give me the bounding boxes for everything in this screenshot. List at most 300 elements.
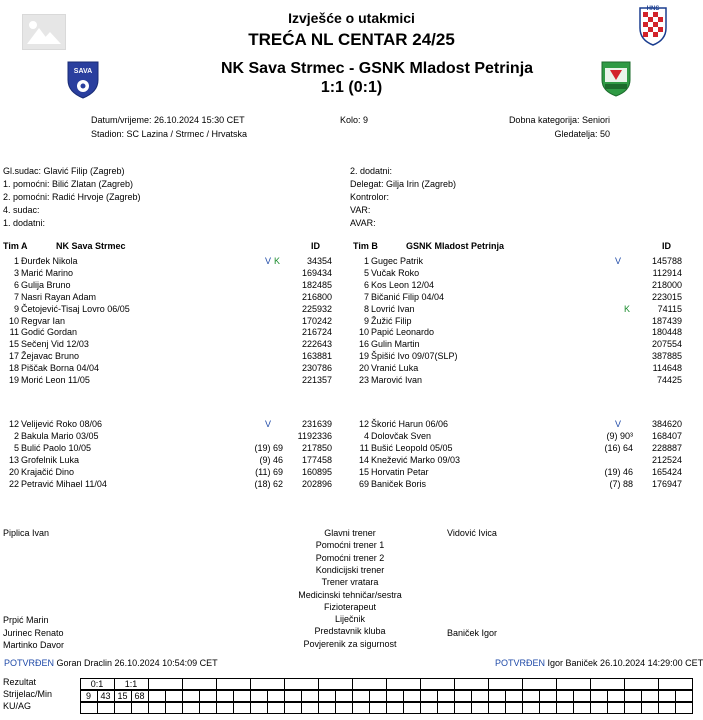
- player-row: [350, 442, 700, 454]
- player-name: Bičanić Filip 04/04: [371, 291, 445, 302]
- substitution-info: [560, 350, 633, 362]
- player-row: [350, 350, 700, 362]
- result-cell: [675, 690, 693, 702]
- substitution-info: (11) 69: [255, 466, 283, 477]
- match-score: 1:1 (0:1): [320, 79, 383, 96]
- staff-role: Pomoćni trener 1: [315, 540, 385, 551]
- ku-ag-label: KU/AG: [3, 701, 32, 711]
- score-cell: 0:1: [90, 679, 104, 689]
- player-row: [350, 418, 700, 430]
- result-cell: [369, 702, 387, 714]
- result-cell: [216, 702, 234, 714]
- player-row: [0, 279, 350, 291]
- substitution-info: [560, 418, 633, 430]
- staff-role: Predstavnik kluba: [314, 626, 386, 637]
- staff-role: Povjerenik za sigurnost: [303, 638, 397, 649]
- away-club-rep: Baniček Igor: [447, 628, 498, 638]
- result-cell: [573, 702, 591, 714]
- result-cell: [148, 678, 183, 690]
- player-name: Dolovčak Sven: [371, 430, 432, 441]
- result-cell: [267, 702, 285, 714]
- result-cell: [199, 702, 217, 714]
- player-id: 212524: [651, 454, 682, 465]
- player-number: 18: [8, 363, 19, 374]
- result-cell: [97, 702, 115, 714]
- substitution-info: [560, 291, 633, 303]
- result-cell: [216, 678, 251, 690]
- player-id: 112914: [652, 267, 682, 278]
- match-stadium: Stadion: SC Lazina / Strmec / Hrvatska: [91, 129, 248, 139]
- substitution-info: (19) 46: [604, 466, 633, 477]
- result-cell: [233, 702, 251, 714]
- result-cell: [590, 678, 625, 690]
- substitution-info: (19) 69: [254, 442, 283, 453]
- player-number: 9: [363, 315, 369, 326]
- result-cell: [318, 690, 336, 702]
- player-id: 231639: [301, 419, 332, 429]
- result-cell: [573, 690, 591, 702]
- result-cell: [624, 702, 642, 714]
- player-row: [350, 466, 700, 478]
- player-number: 8: [363, 303, 369, 314]
- result-cell: [522, 678, 557, 690]
- away-head-coach: Vidović Ivica: [447, 528, 497, 538]
- result-cell: [522, 702, 540, 714]
- player-number: 20: [358, 363, 369, 374]
- player-number: 6: [363, 279, 369, 290]
- scorer-cell: 43: [100, 691, 111, 701]
- player-number: 5: [363, 267, 369, 278]
- result-cell: [301, 690, 319, 702]
- official-line: AVAR:: [350, 218, 376, 228]
- player-number: 22: [8, 478, 19, 489]
- official-line: Kontrolor:: [350, 192, 390, 202]
- result-label: Rezultat: [3, 677, 37, 687]
- substitution-info: [560, 338, 633, 350]
- result-cell: [386, 702, 404, 714]
- result-cell: [403, 690, 421, 702]
- substitution-info: [560, 279, 633, 291]
- result-cell: [250, 702, 268, 714]
- player-id: 228887: [651, 442, 682, 453]
- player-name: Velijević Roko 08/06: [21, 419, 103, 429]
- result-cell: [539, 690, 557, 702]
- substitution-info: [560, 374, 633, 386]
- player-id: 176947: [651, 478, 682, 489]
- player-name: Morić Leon 11/05: [21, 375, 90, 385]
- player-row: [0, 430, 350, 442]
- result-cell: [556, 690, 574, 702]
- substitution-info: [210, 267, 283, 279]
- player-id: 74115: [657, 303, 682, 314]
- result-cell: [590, 690, 608, 702]
- player-name: Bušić Leopold 05/05: [371, 442, 453, 453]
- substitution-info: [560, 454, 633, 466]
- player-row: [350, 430, 700, 442]
- result-cell: [488, 678, 523, 690]
- player-name: Škorić Harun 06/06: [371, 419, 449, 429]
- player-id: 225932: [301, 303, 332, 314]
- player-number: 5: [13, 442, 19, 453]
- player-row: [0, 326, 350, 338]
- substitution-info: [560, 315, 633, 327]
- result-cell: [658, 702, 676, 714]
- substitution-info: (9) 46: [259, 454, 283, 465]
- player-id: 169434: [301, 267, 332, 278]
- result-cell: [471, 702, 489, 714]
- result-cell: [352, 690, 370, 702]
- player-number: 15: [358, 466, 369, 477]
- score-cell: 1:1: [124, 679, 138, 689]
- result-cell: [352, 678, 387, 690]
- result-cell: [148, 690, 166, 702]
- player-name: Gulin Martin: [371, 339, 420, 350]
- result-cell: [386, 678, 421, 690]
- result-cell: [522, 690, 540, 702]
- result-cell: [454, 690, 472, 702]
- player-name: Četojević-Tisaj Lovro 06/05: [21, 303, 130, 314]
- player-id: 170242: [301, 315, 332, 326]
- away-confirmation: [495, 658, 703, 668]
- match-datetime: Datum/vrijeme: 26.10.2024 15:30 CET: [91, 115, 245, 125]
- result-cell: [607, 702, 625, 714]
- match-round: Kolo: 9: [340, 115, 369, 125]
- substitution-info: [560, 255, 633, 267]
- player-number: 3: [13, 267, 19, 278]
- player-id: 221357: [301, 375, 332, 385]
- substitution-info: [210, 430, 283, 442]
- captain-mark: K: [624, 303, 631, 314]
- player-name: Petravić Mihael 11/04: [21, 478, 107, 489]
- player-row: [0, 267, 350, 279]
- player-number: 7: [363, 291, 369, 302]
- home-head-coach: Piplica Ivan: [3, 528, 50, 538]
- player-id: 222643: [301, 339, 332, 350]
- result-cell: [199, 690, 217, 702]
- player-row: [350, 454, 700, 466]
- player-name: Gugec Patrik: [371, 256, 424, 266]
- player-row: [350, 374, 700, 386]
- player-row: [0, 466, 350, 478]
- result-cell: [437, 702, 455, 714]
- player-name: Papić Leonardo: [371, 327, 435, 338]
- player-name: Vučak Roko: [371, 267, 420, 278]
- substitution-info: [210, 418, 283, 430]
- player-id: 177458: [301, 454, 332, 465]
- player-number: 1: [363, 256, 369, 266]
- official-line: 2. dodatni:: [350, 166, 393, 176]
- player-name: Marović Ivan: [371, 375, 423, 385]
- result-cell: [284, 690, 302, 702]
- result-cell: [556, 702, 574, 714]
- spectators: Gledatelja: 50: [554, 129, 610, 139]
- goalkeeper-mark: V: [615, 256, 622, 266]
- player-id: 180448: [651, 327, 682, 338]
- player-row: [350, 315, 700, 327]
- captain-mark: K: [274, 256, 281, 266]
- player-name: Krajačić Dino: [21, 466, 75, 477]
- substitution-info: [210, 255, 283, 267]
- result-cell: [590, 702, 608, 714]
- substitution-info: (16) 64: [604, 442, 633, 453]
- result-cell: [505, 690, 523, 702]
- player-number: 12: [8, 419, 19, 429]
- player-number: 12: [358, 419, 369, 429]
- player-id: 216800: [301, 291, 332, 302]
- result-cell: [556, 678, 591, 690]
- player-id: 34354: [306, 256, 332, 266]
- result-cell: [658, 678, 693, 690]
- player-row: [350, 362, 700, 374]
- result-cell: [454, 678, 489, 690]
- player-id: 387885: [651, 351, 682, 362]
- result-cell: [182, 702, 200, 714]
- staff-role: Glavni trener: [324, 528, 376, 538]
- report-title: Izvješće o utakmici: [288, 10, 415, 26]
- substitution-info: [210, 315, 283, 327]
- staff-role: Trener vratara: [321, 577, 379, 588]
- staff-role: Fizioterapeut: [323, 601, 377, 612]
- result-cell: [318, 702, 336, 714]
- result-cell: [80, 702, 98, 714]
- substitution-info: [560, 303, 633, 315]
- player-id: 384620: [651, 419, 682, 429]
- player-name: Piščak Borna 04/04: [21, 363, 100, 374]
- player-id: 187439: [651, 315, 682, 326]
- staff-role: Pomoćni trener 2: [315, 552, 385, 563]
- result-cell: [539, 702, 557, 714]
- player-number: 19: [8, 375, 19, 385]
- official-line: VAR:: [350, 205, 371, 215]
- official-line: 4. sudac:: [3, 205, 40, 215]
- player-row: [0, 478, 350, 490]
- player-row: [350, 291, 700, 303]
- result-cell: [182, 690, 200, 702]
- substitution-info: [210, 374, 283, 386]
- result-cell: [420, 678, 455, 690]
- player-id: 145788: [651, 256, 682, 266]
- substitution-info: [560, 267, 633, 279]
- goalkeeper-mark: V: [265, 419, 272, 429]
- player-row: [350, 279, 700, 291]
- official-line: 1. dodatni:: [3, 218, 46, 228]
- substitution-info: [210, 362, 283, 374]
- age-category: Dobna kategorija: Seniori: [508, 115, 610, 125]
- player-number: 69: [358, 478, 369, 489]
- player-id: 218000: [651, 279, 682, 290]
- player-id: 202896: [301, 478, 332, 489]
- result-cell: [488, 690, 506, 702]
- player-number: 9: [13, 303, 19, 314]
- player-id: 163881: [301, 351, 332, 362]
- player-name: Špišić Ivo 09/07(SLP): [371, 351, 458, 362]
- result-cell: [284, 678, 319, 690]
- team-a-id-header: ID: [311, 241, 320, 251]
- substitution-info: [210, 303, 283, 315]
- player-row: [350, 255, 700, 267]
- result-cell: [284, 702, 302, 714]
- player-row: [0, 418, 350, 430]
- staff-role: Liječnik: [334, 614, 365, 625]
- team-b-id-header: ID: [662, 241, 671, 251]
- result-cell: [641, 690, 659, 702]
- player-id: 223015: [651, 291, 682, 302]
- player-row: [0, 303, 350, 315]
- player-number: 16: [358, 339, 369, 350]
- player-name: Horvatin Petar: [371, 466, 429, 477]
- league-title: TREĆA NL CENTAR 24/25: [248, 30, 455, 49]
- player-name: Bakula Mario 03/05: [21, 430, 99, 441]
- player-id: 165424: [651, 466, 682, 477]
- result-cell: [386, 690, 404, 702]
- player-number: 10: [358, 327, 369, 338]
- home-confirm-status: POTVRĐEN: [4, 658, 55, 668]
- away-confirm-text: Igor Baniček 26.10.2024 14:29:00 CET: [547, 658, 703, 668]
- player-number: 23: [358, 375, 369, 385]
- player-number: 1: [13, 256, 19, 266]
- player-name: Regvar Ian: [21, 315, 66, 326]
- substitution-info: [560, 326, 633, 338]
- result-cell: [165, 690, 183, 702]
- player-name: Lovrić Ivan: [371, 303, 415, 314]
- scorer-cell: 15: [117, 691, 128, 701]
- match-teams: NK Sava Strmec - GSNK Mladost Petrinja: [220, 60, 534, 77]
- result-cell: [165, 702, 183, 714]
- result-cell: [658, 690, 676, 702]
- team-a-name: NK Sava Strmec: [56, 241, 126, 251]
- player-name: Marić Marino: [21, 267, 74, 278]
- result-cell: [488, 702, 506, 714]
- player-number: 6: [13, 279, 19, 290]
- player-id: 114648: [652, 363, 682, 374]
- player-name: Đurđek Nikola: [21, 256, 78, 266]
- player-id: 207554: [651, 339, 682, 350]
- staff-role: Kondicijski trener: [315, 564, 385, 575]
- player-name: Knežević Marko 09/03: [371, 454, 461, 465]
- substitution-info: (9) 90³: [606, 430, 633, 441]
- result-cell: [216, 690, 234, 702]
- home-security: Martinko Davor: [3, 640, 65, 650]
- official-line: 2. pomoćni: Radić Hrvoje (Zagreb): [3, 192, 141, 202]
- result-cell: [675, 702, 693, 714]
- player-id: 230786: [301, 363, 332, 374]
- result-cell: [403, 702, 421, 714]
- player-row: [0, 362, 350, 374]
- player-number: 14: [358, 454, 369, 465]
- player-id: 74425: [656, 375, 682, 385]
- substitution-info: (18) 62: [254, 478, 283, 489]
- result-cell: [471, 690, 489, 702]
- player-row: [0, 315, 350, 327]
- result-cell: [131, 702, 149, 714]
- player-number: 10: [8, 315, 19, 326]
- result-cell: [352, 702, 370, 714]
- result-cell: [420, 702, 438, 714]
- player-row: [350, 326, 700, 338]
- official-line: Delegat: Gilja Irin (Zagreb): [350, 179, 457, 189]
- result-cell: [250, 690, 268, 702]
- player-name: Žejavac Bruno: [21, 351, 80, 362]
- official-line: 1. pomoćni: Bilić Zlatan (Zagreb): [3, 179, 134, 189]
- player-name: Nasri Rayan Adam: [21, 291, 97, 302]
- player-number: 2: [13, 430, 19, 441]
- player-name: Žužić Filip: [371, 315, 412, 326]
- result-cell: [114, 702, 132, 714]
- player-row: [0, 338, 350, 350]
- player-row: [0, 454, 350, 466]
- goalkeeper-mark: V: [265, 256, 272, 266]
- player-row: [350, 478, 700, 490]
- player-row: [0, 291, 350, 303]
- away-confirm-status: POTVRĐEN: [495, 658, 546, 668]
- player-row: [0, 255, 350, 267]
- player-name: Bulić Paolo 10/05: [21, 442, 92, 453]
- result-cell: [437, 690, 455, 702]
- result-cell: [369, 690, 387, 702]
- team-a-label: Tim A: [3, 241, 28, 251]
- substitution-info: [210, 291, 283, 303]
- result-cell: [301, 702, 319, 714]
- player-id: 1192336: [297, 430, 332, 441]
- player-number: 19: [358, 351, 369, 362]
- player-id: 182485: [301, 279, 332, 290]
- player-name: Gulija Bruno: [21, 279, 71, 290]
- player-number: 7: [13, 291, 19, 302]
- player-row: [0, 350, 350, 362]
- substitution-info: [210, 326, 283, 338]
- result-cell: [335, 690, 353, 702]
- player-number: 17: [8, 351, 19, 362]
- player-number: 13: [8, 454, 19, 465]
- scorer-label: Strijelac/Min: [3, 689, 53, 699]
- result-cell: [624, 690, 642, 702]
- player-row: [0, 442, 350, 454]
- result-cell: [624, 678, 659, 690]
- home-badge-text: SAVA: [73, 68, 93, 75]
- home-confirmation: [4, 658, 218, 668]
- team-b-label: Tim B: [353, 241, 378, 251]
- player-row: [350, 303, 700, 315]
- home-club-rep: Jurinec Renato: [3, 628, 64, 638]
- player-id: 216724: [301, 327, 332, 338]
- substitution-info: (7) 88: [609, 478, 633, 489]
- player-number: 4: [363, 430, 369, 441]
- result-cell: [335, 702, 353, 714]
- result-cell: [250, 678, 285, 690]
- player-id: 217850: [301, 442, 332, 453]
- substitution-info: [560, 362, 633, 374]
- result-cell: [148, 702, 166, 714]
- player-id: 160895: [301, 466, 332, 477]
- player-row: [350, 267, 700, 279]
- substitution-info: [210, 279, 283, 291]
- home-confirm-text: Goran Draclin 26.10.2024 10:54:09 CET: [56, 658, 218, 668]
- player-name: Sečenj Vid 12/03: [21, 339, 89, 350]
- hns-logo-text: HNS: [646, 6, 660, 12]
- result-cell: [267, 690, 285, 702]
- team-b-name: GSNK Mladost Petrinja: [406, 241, 505, 251]
- home-doctor: Prpić Marin: [3, 615, 49, 625]
- player-name: Grofelnik Luka: [21, 454, 80, 465]
- player-row: [350, 338, 700, 350]
- result-cell: [641, 702, 659, 714]
- player-number: 15: [8, 339, 19, 350]
- player-id: 168407: [651, 430, 682, 441]
- result-cell: [420, 690, 438, 702]
- result-cell: [233, 690, 251, 702]
- result-cell: [607, 690, 625, 702]
- player-row: [0, 374, 350, 386]
